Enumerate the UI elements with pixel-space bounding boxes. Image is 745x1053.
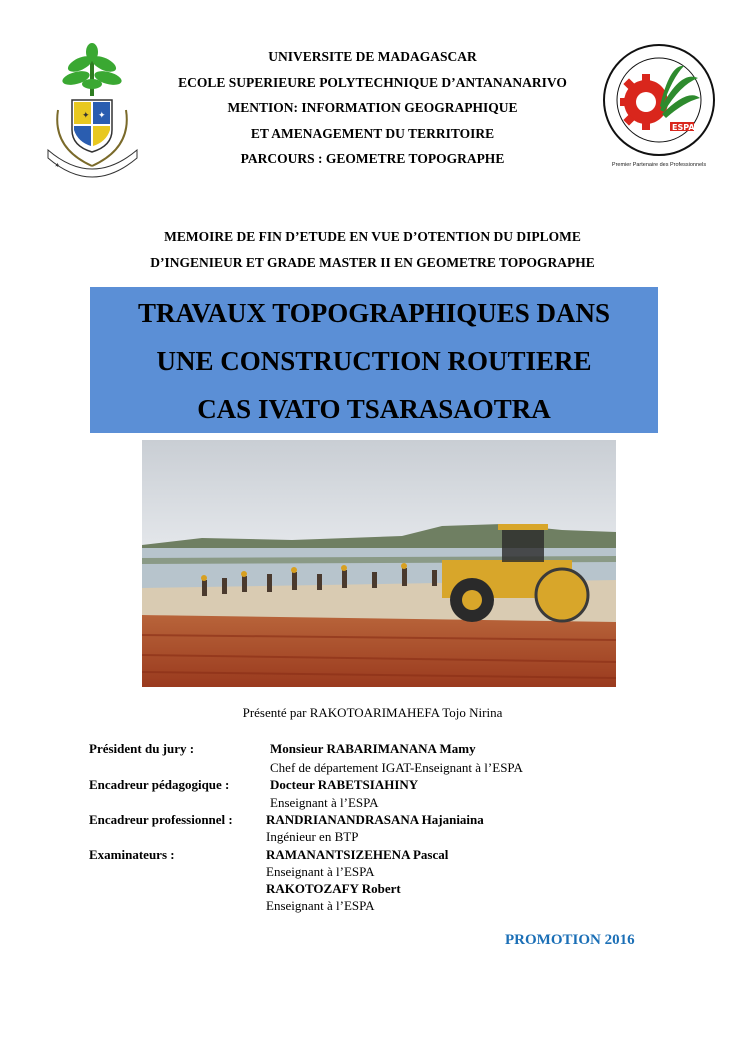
title-line: TRAVAUX TOPOGRAPHIQUES DANS bbox=[137, 298, 611, 328]
encadreur-pro-role: Ingénieur en BTP bbox=[266, 829, 359, 844]
header-line: ECOLE SUPERIEURE POLYTECHNIQUE D’ANTANANARIVO bbox=[178, 74, 567, 90]
examinateur1-name: RAMANANTSIZEHENA Pascal bbox=[266, 847, 449, 862]
svg-text:✦: ✦ bbox=[98, 111, 106, 121]
university-header bbox=[130, 44, 615, 172]
svg-text:★: ★ bbox=[53, 161, 61, 170]
president-role: Chef de département IGAT-Enseignant à l’ESPA bbox=[270, 760, 523, 775]
examinateur2-role: Enseignant à l’ESPA bbox=[266, 898, 375, 913]
title-line: UNE CONSTRUCTION ROUTIERE bbox=[156, 346, 592, 376]
examinateur2-name: RAKOTOZAFY Robert bbox=[266, 881, 401, 896]
subtitle-line: D’INGENIEUR ET GRADE MASTER II EN GEOMETRE TOPOGRAPHE bbox=[150, 255, 595, 270]
examinateurs-label: Examinateurs : bbox=[89, 847, 175, 862]
presented-by: Présenté par RAKOTOARIMAHEFA Tojo Nirina bbox=[242, 705, 503, 720]
header-line: MENTION: INFORMATION GEOGRAPHIQUE bbox=[227, 100, 518, 115]
header-line: ET AMENAGEMENT DU TERRITOIRE bbox=[250, 125, 495, 141]
espa-logo bbox=[600, 40, 718, 175]
svg-text:✦: ✦ bbox=[82, 111, 90, 121]
encadreur-ped-label: Encadreur pédagogique : bbox=[89, 777, 230, 792]
promotion-year: PROMOTION 2016 bbox=[505, 932, 635, 948]
title-line: CAS IVATO TSARASAOTRA bbox=[197, 394, 551, 424]
subtitle-line: MEMOIRE DE FIN D’ETUDE EN VUE D’OTENTION DU DIPLOME bbox=[164, 229, 581, 244]
examinateur1-role: Enseignant à l’ESPA bbox=[266, 864, 375, 879]
header-line: PARCOURS : GEOMETRE TOPOGRAPHE bbox=[240, 151, 505, 166]
espa-caption: Premier Partenaire des Professionnels bbox=[611, 162, 707, 168]
construction-photo bbox=[142, 440, 616, 687]
encadreur-ped-role: Enseignant à l’ESPA bbox=[270, 795, 379, 810]
thesis-subtitle bbox=[60, 224, 685, 276]
encadreur-pro-name: RANDRIANANDRASANA Hajaniaina bbox=[266, 812, 484, 827]
encadreur-pro-label: Encadreur professionnel : bbox=[89, 812, 233, 827]
president-name: Monsieur RABARIMANANA Mamy bbox=[270, 741, 476, 756]
thesis-title bbox=[90, 287, 658, 433]
encadreur-ped-name: Docteur RABETSIAHINY bbox=[270, 777, 419, 792]
header-line: UNIVERSITE DE MADAGASCAR bbox=[268, 49, 477, 64]
espa-mark: ESPA bbox=[672, 123, 695, 132]
president-label: Président du jury : bbox=[89, 741, 195, 756]
